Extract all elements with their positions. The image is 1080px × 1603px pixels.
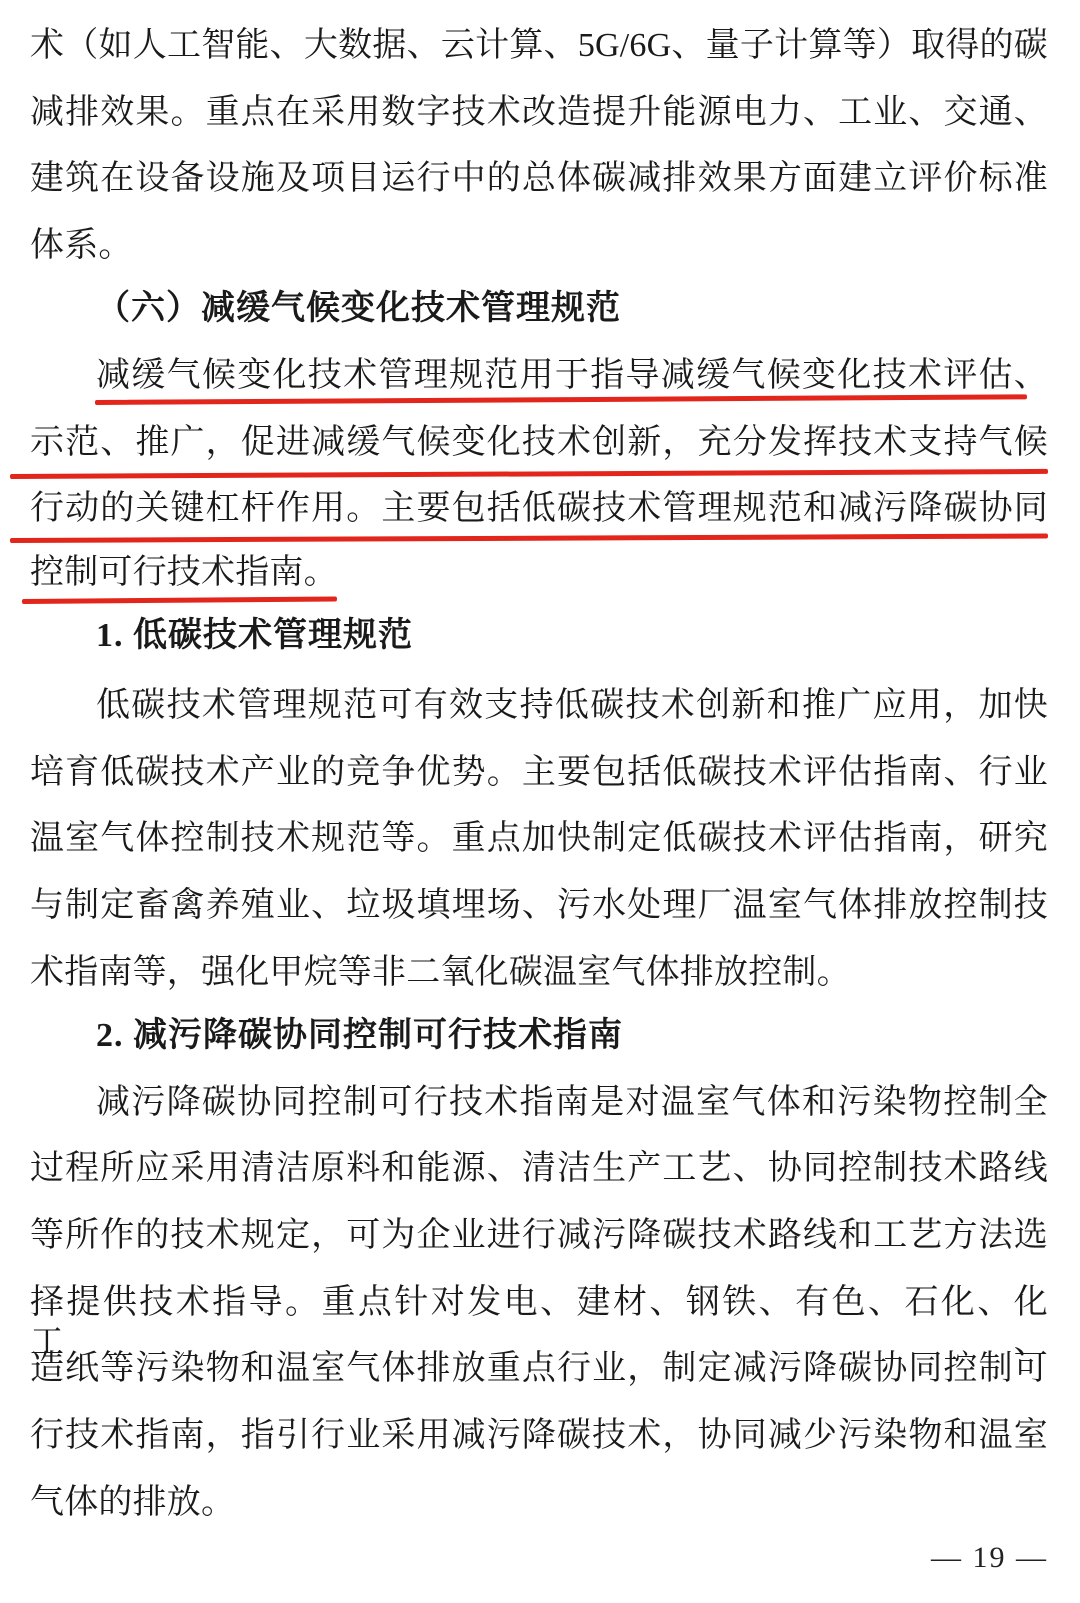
subsection-1-heading: 1. 低碳技术管理规范 [96, 617, 413, 654]
red-underline-2 [10, 469, 1048, 479]
paragraph-line: 造纸等污染物和温室气体排放重点行业，制定减污降碳协同控制可 [30, 1350, 1048, 1387]
paragraph-line: 择提供技术指导。重点针对发电、建材、钢铁、有色、石化、化工、 [30, 1284, 1048, 1361]
paragraph-line: 行动的关键杠杆作用。主要包括低碳技术管理规范和减污降碳协同 [30, 490, 1048, 527]
paragraph-line: 术指南等，强化甲烷等非二氧化碳温室气体排放控制。 [30, 954, 851, 991]
paragraph-line: 体系。 [30, 227, 133, 264]
section-6-heading: （六）减缓气候变化技术管理规范 [96, 290, 621, 327]
paragraph-line: 术（如人工智能、大数据、云计算、5G/6G、量子计算等）取得的碳 [30, 27, 1048, 64]
paragraph-line: 温室气体控制技术规范等。重点加快制定低碳技术评估指南，研究 [30, 820, 1048, 857]
page-number: — 19 — [931, 1541, 1048, 1574]
subsection-2-heading: 2. 减污降碳协同控制可行技术指南 [96, 1017, 623, 1054]
paragraph-line: 控制可行技术指南。 [30, 554, 338, 591]
paragraph-line: 减缓气候变化技术管理规范用于指导减缓气候变化技术评估、 [96, 357, 1048, 394]
red-underline-3 [10, 533, 1048, 543]
paragraph-line: 过程所应采用清洁原料和能源、清洁生产工艺、协同控制技术路线 [30, 1150, 1048, 1187]
paragraph-line: 与制定畜禽养殖业、垃圾填埋场、污水处理厂温室气体排放控制技 [30, 887, 1048, 924]
paragraph-line: 示范、推广，促进减缓气候变化技术创新，充分发挥技术支持气候 [30, 424, 1048, 461]
paragraph-line: 建筑在设备设施及项目运行中的总体碳减排效果方面建立评价标准 [30, 160, 1048, 197]
paragraph-line: 气体的排放。 [30, 1484, 236, 1521]
paragraph-line: 减排效果。重点在采用数字技术改造提升能源电力、工业、交通、 [30, 94, 1048, 131]
paragraph-line: 培育低碳技术产业的竞争优势。主要包括低碳技术评估指南、行业 [30, 754, 1048, 791]
paragraph-line: 行技术指南，指引行业采用减污降碳技术，协同减少污染物和温室 [30, 1417, 1048, 1454]
paragraph-line: 等所作的技术规定，可为企业进行减污降碳技术路线和工艺方法选 [30, 1217, 1048, 1254]
red-underline-4 [22, 597, 337, 604]
paragraph-line: 低碳技术管理规范可有效支持低碳技术创新和推广应用，加快 [96, 687, 1048, 724]
paragraph-line: 减污降碳协同控制可行技术指南是对温室气体和污染物控制全 [96, 1084, 1048, 1121]
